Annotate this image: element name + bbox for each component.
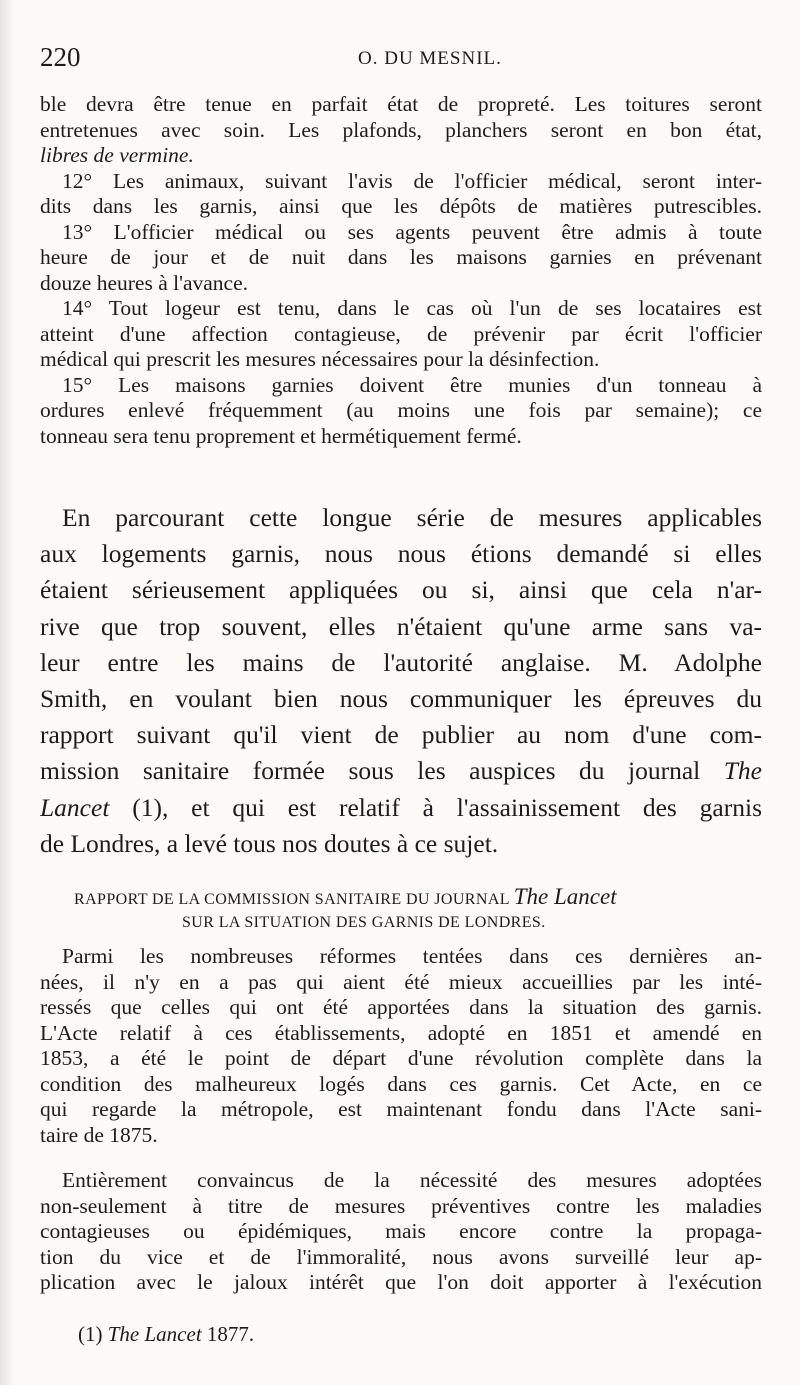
page-number: 220 <box>40 42 81 72</box>
footnote <box>78 1322 254 1347</box>
text-line: rapport suivant qu'il vient de publier au nom d'une com- <box>40 720 762 750</box>
text-line: 1853, a été le point de départ d'une révolution complète dans la <box>40 1046 762 1070</box>
journal-name: The Lancet <box>107 1322 202 1346</box>
text-line: Smith, en voulant bien nous communiquer les épreuves du <box>40 683 762 713</box>
rule-12-line: 12° Les animaux, suivant l'avis de l'officier médical, seront inter- <box>62 168 762 193</box>
text-segment: (1), et qui est relatif à l'assainissement des garnis <box>109 792 762 822</box>
text-line: qui regarde la métropole, est maintenant fondu dans l'Acte sani- <box>40 1097 762 1121</box>
text-line: entretenues avec soin. Les plafonds, planchers seront en bon état, <box>40 117 762 142</box>
text-line: tion du vice et de l'immoralité, nous avons surveillé leur ap- <box>40 1244 762 1269</box>
running-head: O. DU MESNIL. <box>358 48 502 69</box>
text-line: heure de jour et de nuit dans les maisons garnies en prévenant <box>40 245 762 269</box>
rule-15-line: 15° Les maisons garnies doivent être munies d'un tonneau à <box>62 372 762 397</box>
text-line: L'Acte relatif à ces établissements, adopté en 1851 et amendé en <box>40 1020 762 1045</box>
text-line: Parmi les nombreuses réformes tentées dans ces dernières an- <box>62 944 762 968</box>
commentary-section <box>40 500 762 862</box>
report-heading-line-2: SUR LA SITUATION DES GARNIS DE LONDRES. <box>182 914 546 931</box>
journal-name: The Lancet <box>513 884 617 909</box>
text-line: condition des malheureux logés dans ces garnis. Cet Acte, en ce <box>40 1071 762 1096</box>
journal-name: Lancet <box>40 792 110 822</box>
text-line: Entièrement convaincus de la nécessité des mesures adoptées <box>62 1168 762 1192</box>
text-line: dits dans les garnis, ainsi que les dépôts de matières putrescibles. <box>40 194 762 218</box>
text-line: douze heures à l'avance. <box>40 270 249 295</box>
text-line: libres de vermine. <box>40 143 194 167</box>
text-line: leur entre les mains de l'autorité anglaise. M. Adolphe <box>40 647 762 677</box>
report-heading-line-1 <box>40 884 762 910</box>
report-paragraph-1 <box>40 944 762 1148</box>
report-paragraph-2 <box>40 1168 762 1296</box>
text-segment: mission sanitaire formée sous les auspices du journal <box>40 756 724 786</box>
text-line: En parcourant cette longue série de mesures applicables <box>62 503 762 532</box>
text-line: ressés que celles qui ont été apportées dans la situation des garnis. <box>40 995 762 1019</box>
page-gutter-shadow <box>0 0 14 1385</box>
journal-name: The <box>723 756 762 786</box>
page-header <box>40 42 762 76</box>
text-line: non-seulement à titre de mesures préventives contre les maladies <box>40 1193 762 1218</box>
text-line: médical qui prescrit les mesures nécessaires pour la désinfection. <box>40 347 600 371</box>
text-line: atteint d'une affection contagieuse, de prévenir par écrit l'officier <box>40 321 762 346</box>
text-line: plication avec le jaloux intérêt que l'on doit apporter à l'exécution <box>40 1270 762 1294</box>
text-line: nées, il n'y en a pas qui aient été mieux accueillies par les inté- <box>40 969 762 994</box>
text-line: ble devra être tenue en parfait état de propreté. Les toitures seront <box>40 92 762 116</box>
text-line: ordures enlevé fréquemment (au moins une fois par semaine); ce <box>40 398 762 422</box>
report-heading-text: RAPPORT DE LA COMMISSION SANITAIRE DU JOURNAL <box>74 891 514 908</box>
text-line: rive que trop souvent, elles n'étaient qu'une arme sans va- <box>40 611 762 641</box>
text-line: de Londres, a levé tous nos doutes à ce sujet. <box>40 828 499 858</box>
footnote-year: 1877. <box>201 1322 255 1346</box>
text-line <box>40 753 762 789</box>
text-line: contagieuses ou épidémiques, mais encore contre la propaga- <box>40 1219 762 1243</box>
rule-13-line: 13° L'officier médical ou ses agents peuvent être admis à toute <box>62 219 762 244</box>
rule-14-line: 14° Tout logeur est tenu, dans le cas où l'un de ses locataires est <box>62 296 762 320</box>
text-line: aux logements garnis, nous nous étions demandé si elles <box>40 539 762 569</box>
text-line: taire de 1875. <box>40 1122 158 1147</box>
footnote-marker: (1) <box>78 1322 108 1346</box>
rules-section <box>40 92 762 449</box>
text-line: tonneau sera tenu proprement et hermétiquement fermé. <box>40 423 522 448</box>
text-line: étaient sérieusement appliquées ou si, ainsi que cela n'ar- <box>40 575 762 605</box>
text-line <box>40 790 762 826</box>
